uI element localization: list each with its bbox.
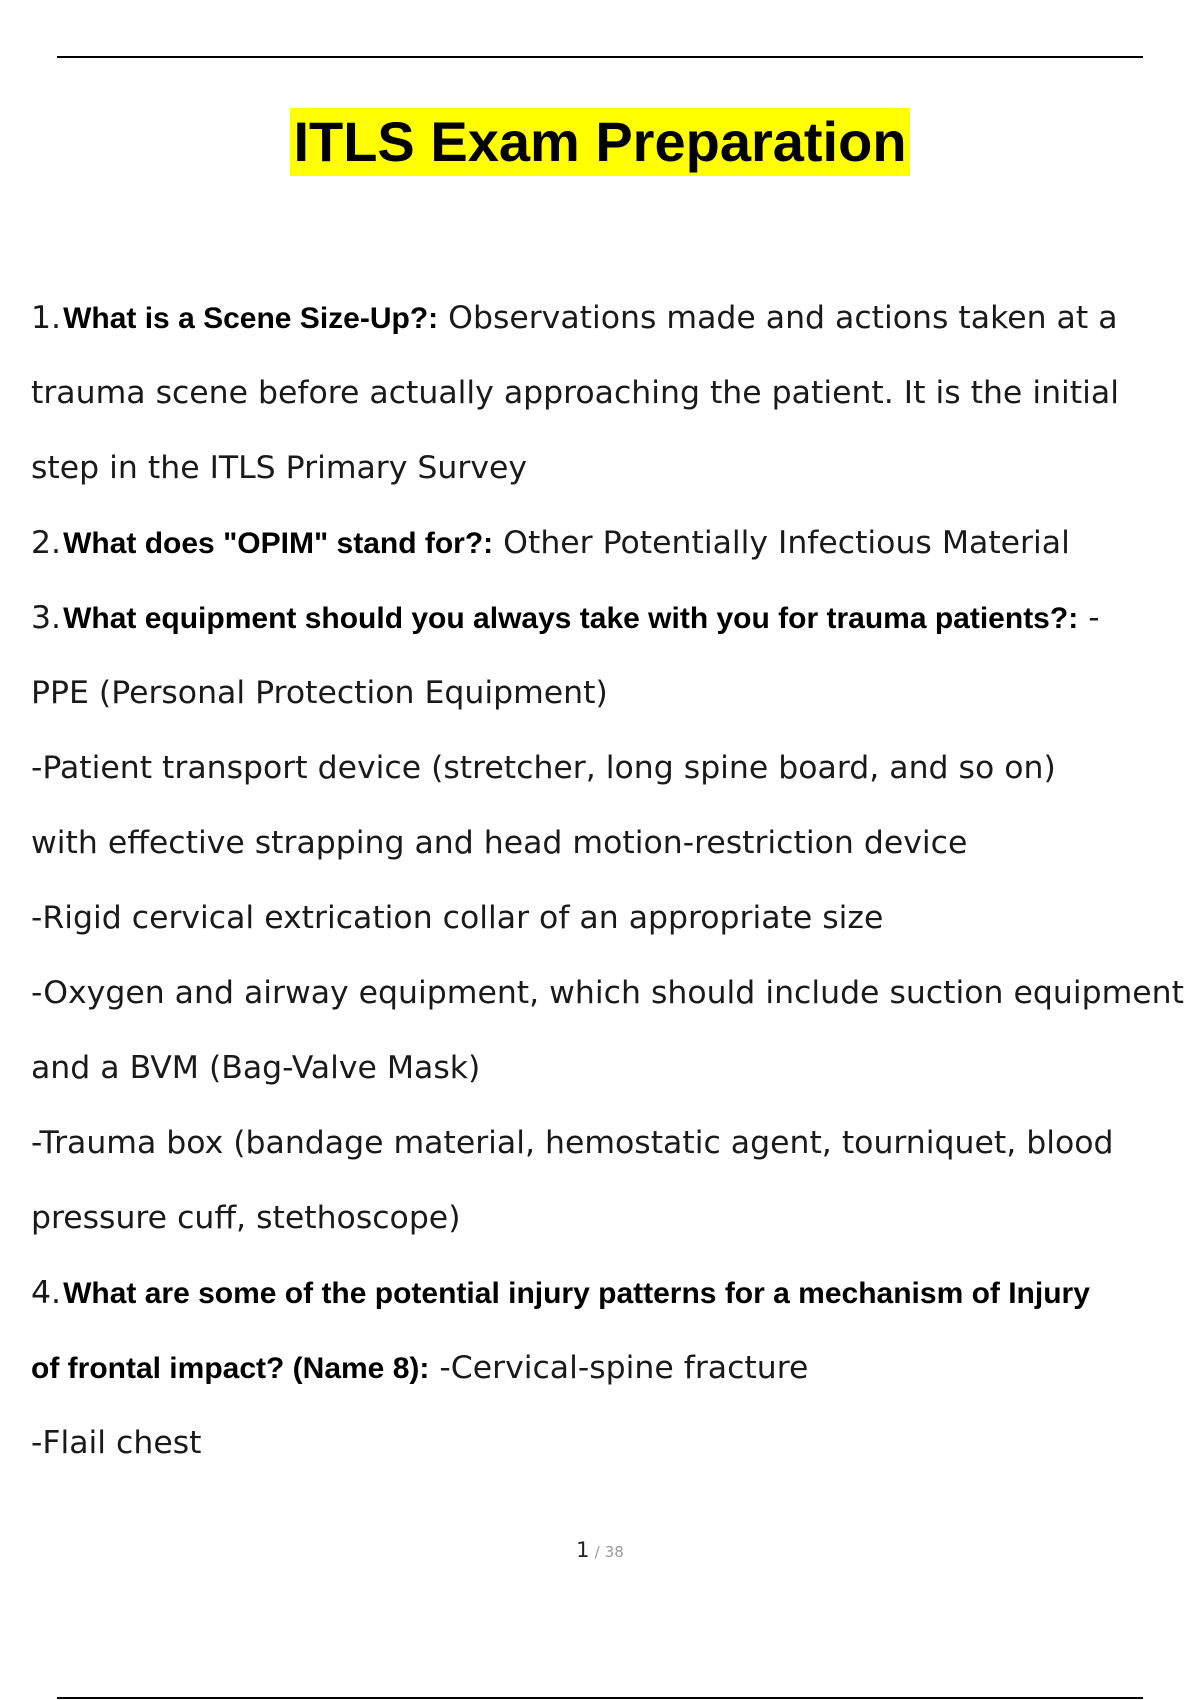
bottom-rule [57,1697,1143,1699]
item-1-line-1 [31,281,1200,356]
question-text: What equipment should you always take with you for trauma patients?: [63,602,1079,635]
item-3-line-7: and a BVM (Bag-Valve Mask) [31,1050,481,1086]
question-text: of frontal impact? (Name 8): [31,1352,430,1385]
document-body [31,281,1200,1481]
item-3-line-8: -Trauma box (bandage material, hemostatic agent, tourniquet, blood [31,1125,1114,1161]
item-1-line-2: trauma scene before actually approaching the patient. It is the initial [31,375,1119,411]
item-number: 3. [31,600,62,636]
answer-text: - [1078,600,1100,636]
answer-text: Other Potentially Infectious Material [493,525,1070,561]
answer-text: -Cervical-spine fracture [429,1350,809,1386]
page-separator: / [594,1543,600,1561]
question-text: What is a Scene Size-Up?: [63,302,439,335]
item-number: 1. [31,300,62,336]
top-rule [57,56,1143,58]
item-3-line-3: -Patient transport device (stretcher, long spine board, and so on) [31,750,1056,786]
question-text: What does "OPIM" stand for?: [63,527,494,560]
item-3-line-2: PPE (Personal Protection Equipment) [31,675,608,711]
item-3-line-4: with effective strapping and head motion-restriction device [31,825,968,861]
item-2-line-1 [31,506,1200,581]
question-text: What are some of the potential injury patterns for a mechanism of Injury [63,1277,1090,1310]
item-3-line-9: pressure cuff, stethoscope) [31,1200,461,1236]
title-container [0,108,1200,176]
total-pages: 38 [604,1543,624,1561]
current-page: 1 [576,1538,590,1562]
item-number: 4. [31,1275,62,1311]
page-indicator [0,1538,1200,1562]
item-3-line-6: -Oxygen and airway equipment, which should include suction equipment [31,975,1184,1011]
item-4-line-3: -Flail chest [31,1425,202,1461]
item-3-line-5: -Rigid cervical extrication collar of an appropriate size [31,900,884,936]
item-number: 2. [31,525,62,561]
item-3-line-1 [31,581,1200,656]
document-title: ITLS Exam Preparation [290,108,909,176]
item-1-line-3: step in the ITLS Primary Survey [31,450,527,486]
item-4-line-1 [31,1256,1200,1331]
item-4-line-2 [31,1331,1200,1406]
answer-text: Observations made and actions taken at a [438,300,1118,336]
